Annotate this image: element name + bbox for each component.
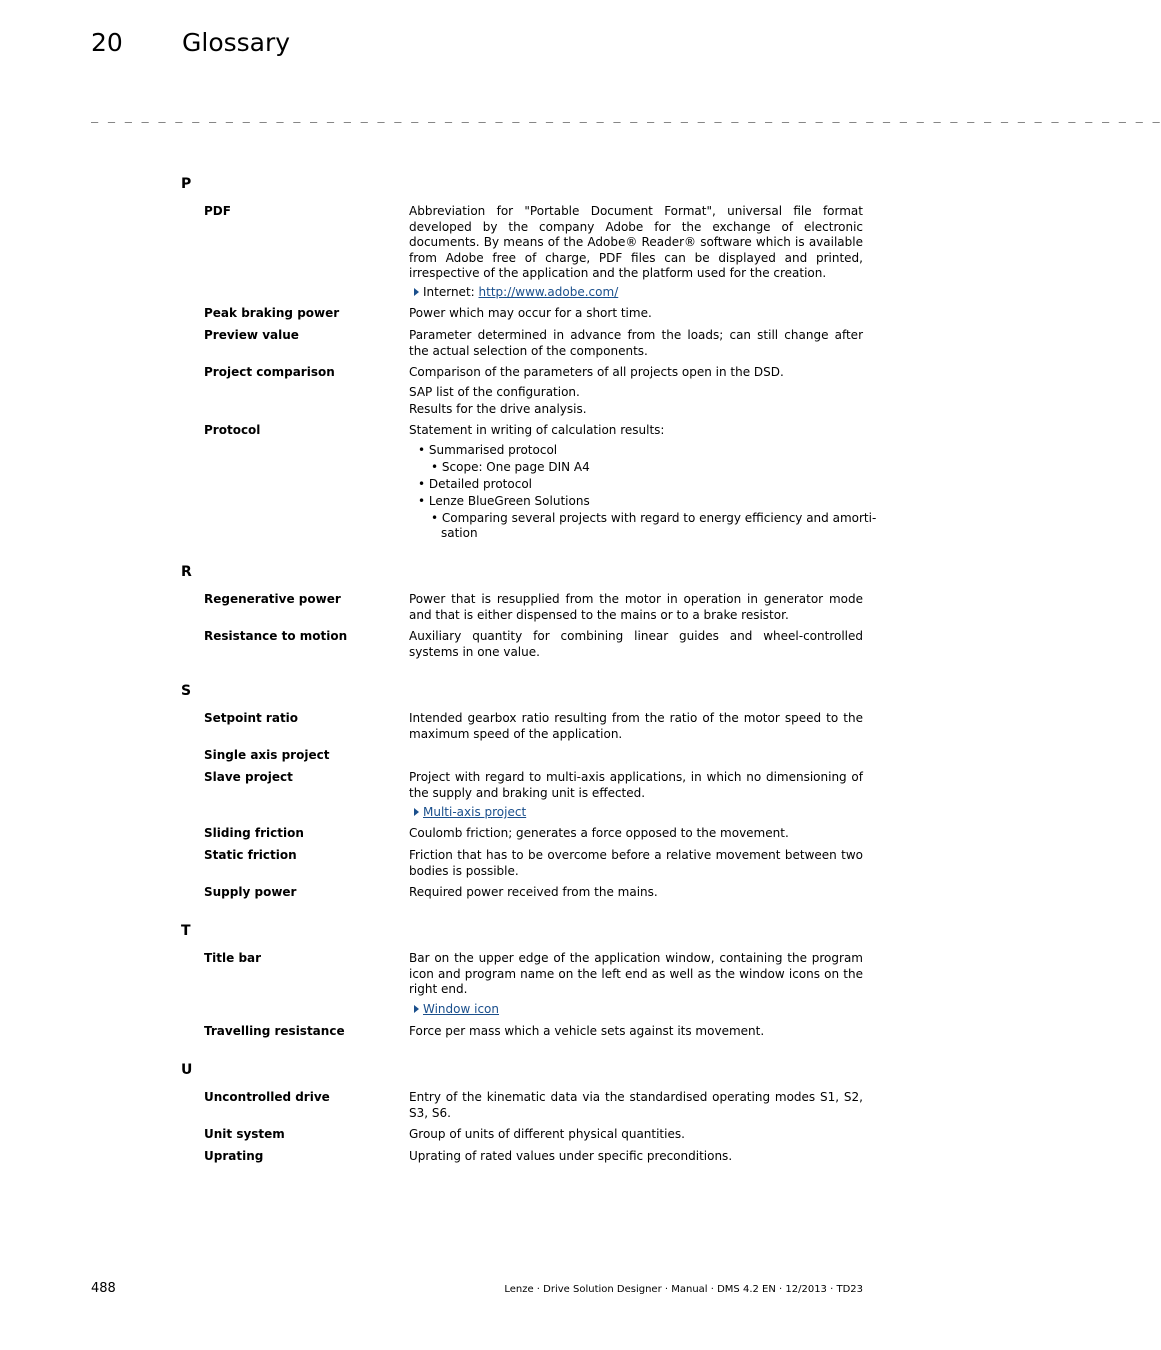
def-sliding-friction: Coulomb friction; generates a force opposed to the movement. — [409, 826, 789, 840]
term-unit-system: Unit system — [204, 1127, 285, 1141]
term-single-axis-project: Single axis project — [204, 748, 330, 762]
term-setpoint-ratio: Setpoint ratio — [204, 711, 299, 725]
def-setpoint-ratio: Intended gearbox ratio resulting from the ratio of the motor speed to the maximum speed of the application. — [409, 711, 863, 741]
sap-line: SAP list of the configuration. — [409, 385, 580, 399]
list-item-continuation: sation — [441, 526, 478, 540]
def-regenerative-power: Power that is resupplied from the motor in operation in generator mode and that is either dispensed to the mains or to a brake resistor. — [409, 592, 863, 622]
multi-axis-project-link[interactable]: Multi-axis project — [423, 805, 527, 819]
term-travelling-resistance: Travelling resistance — [204, 1024, 345, 1038]
def-uncontrolled-drive: Entry of the kinematic data via the standardised operating modes S1, S2, S3, S6. — [409, 1090, 863, 1120]
results-line: Results for the drive analysis. — [409, 402, 587, 416]
def-preview-value: Parameter determined in advance from the loads; can still change after the actual selection of the components. — [409, 328, 863, 358]
term-static-friction: Static friction — [204, 848, 297, 862]
term-uncontrolled-drive: Uncontrolled drive — [204, 1090, 330, 1104]
def-title-bar: Bar on the upper edge of the application window, containing the program icon and program name on the left end as well as the window icons on the right end. — [409, 951, 863, 996]
header-rule: _ _ _ _ _ _ _ _ _ _ _ _ _ _ _ _ _ _ _ _ _ _ _ _ _ _ _ _ _ _ _ _ _ _ _ _ _ _ _ _ _ _ _ _ _ _ _ _ _ _ _ _ _ _ _ _ _ _ _ _ _ _ _ _ — [91, 109, 1161, 123]
def-uprating: Uprating of rated values under specific preconditions. — [409, 1149, 733, 1163]
def-travelling-resistance: Force per mass which a vehicle sets against its movement. — [409, 1024, 765, 1038]
list-item: • Summarised protocol — [418, 443, 558, 457]
term-supply-power: Supply power — [204, 885, 297, 899]
term-protocol: Protocol — [204, 423, 261, 437]
arrow-right-icon — [414, 808, 419, 816]
term-peak-braking-power: Peak braking power — [204, 306, 340, 320]
multi-axis-link-line — [409, 805, 526, 820]
term-sliding-friction: Sliding friction — [204, 826, 304, 840]
window-icon-link[interactable]: Window icon — [423, 1002, 500, 1016]
def-pdf: Abbreviation for "Portable Document Format", universal file format developed by the company Adobe for the exchange of electronic documents. By means of the Adobe® Reader® software which is available from Adobe free of charge, PDF files can be displayed and printed, irrespective of the application and the platform used for the creation. — [409, 204, 863, 280]
list-item: • Comparing several projects with regard to energy efficiency and amorti- — [431, 511, 877, 525]
list-item: • Detailed protocol — [418, 477, 533, 491]
adobe-link[interactable]: http://www.adobe.com/ — [478, 285, 619, 299]
page-number: 488 — [91, 1281, 116, 1296]
section-letter-s: S — [181, 683, 192, 699]
internet-link-line — [409, 285, 618, 300]
term-preview-value: Preview value — [204, 328, 299, 342]
def-unit-system: Group of units of different physical quantities. — [409, 1127, 685, 1141]
window-icon-link-line — [409, 1002, 499, 1017]
def-peak-braking-power: Power which may occur for a short time. — [409, 306, 652, 320]
term-resistance-to-motion: Resistance to motion — [204, 629, 348, 643]
def-protocol: Statement in writing of calculation results: — [409, 423, 665, 437]
arrow-right-icon — [414, 1005, 419, 1013]
def-supply-power: Required power received from the mains. — [409, 885, 658, 899]
list-item: • Lenze BlueGreen Solutions — [418, 494, 590, 508]
footer-info: Lenze · Drive Solution Designer · Manual · DMS 4.2 EN · 12/2013 · TD23 — [504, 1284, 863, 1295]
arrow-right-icon — [414, 288, 419, 296]
chapter-number: 20 — [91, 28, 123, 57]
def-project-comparison: Comparison of the parameters of all projects open in the DSD. — [409, 365, 784, 379]
section-letter-p: P — [181, 176, 192, 192]
term-project-comparison: Project comparison — [204, 365, 335, 379]
term-regenerative-power: Regenerative power — [204, 592, 341, 606]
internet-label: Internet: — [423, 285, 479, 299]
term-uprating: Uprating — [204, 1149, 264, 1163]
section-letter-t: T — [181, 923, 191, 939]
section-letter-u: U — [181, 1062, 193, 1078]
term-pdf: PDF — [204, 204, 231, 218]
section-letter-r: R — [181, 564, 192, 580]
def-static-friction: Friction that has to be overcome before a relative movement between two bodies is possible. — [409, 848, 863, 878]
term-slave-project: Slave project — [204, 770, 293, 784]
def-slave-project: Project with regard to multi-axis applications, in which no dimensioning of the supply and braking unit is effected. — [409, 770, 863, 800]
list-item: • Scope: One page DIN A4 — [431, 460, 590, 474]
term-title-bar: Title bar — [204, 951, 262, 965]
def-resistance-to-motion: Auxiliary quantity for combining linear guides and wheel-controlled systems in one value. — [409, 629, 863, 659]
chapter-title: Glossary — [182, 28, 291, 57]
